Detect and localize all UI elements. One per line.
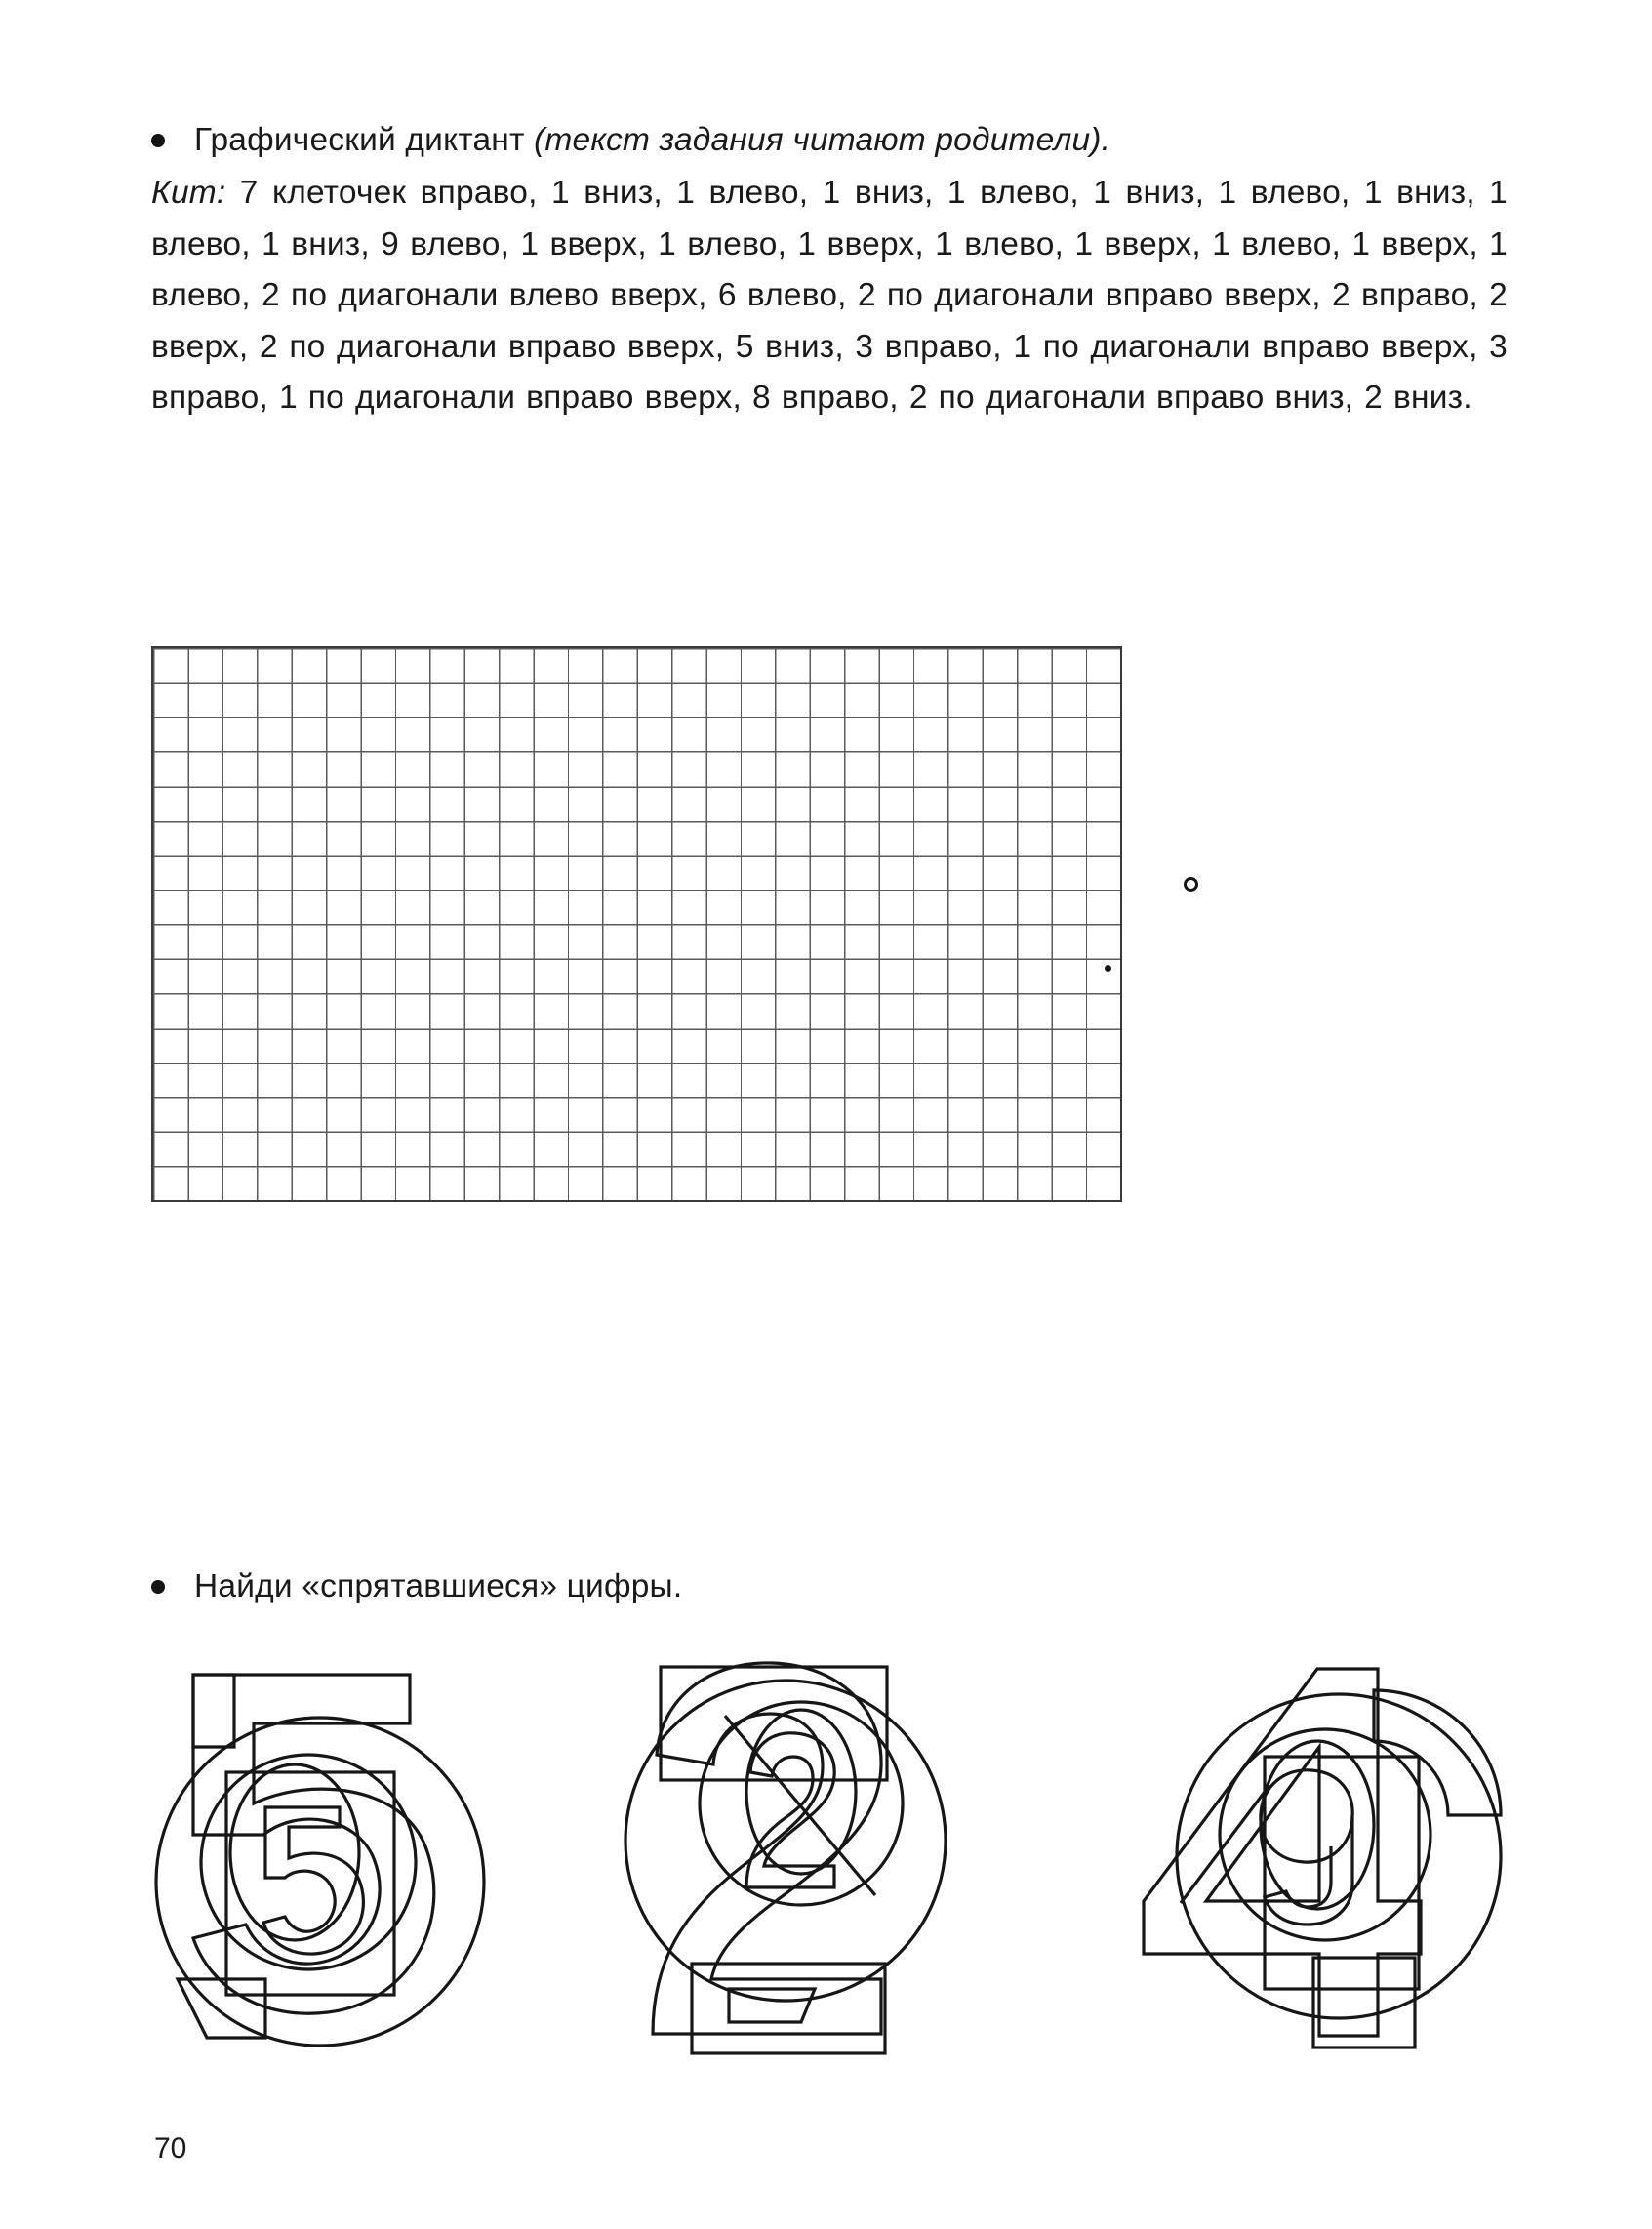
task1-heading-plain: Графический диктант [194,122,535,158]
hidden-digits-figure-2[interactable] [620,1640,1049,2088]
dictation-paragraph [151,168,1508,425]
grid-area [151,646,1122,1202]
reference-dot-marker [1105,965,1111,972]
hidden-digits-figure-3[interactable] [1122,1640,1551,2088]
hidden-digits-figures [117,1640,1551,2098]
start-circle-marker [1184,877,1198,892]
bullet-dot-icon [151,1580,165,1594]
drawing-grid[interactable] [151,646,1122,1202]
task-graphic-dictation [151,115,1508,457]
task2-heading: Найди «спрятавшиеся» цифры. [194,1568,683,1604]
task1-heading-row [151,115,1508,166]
bullet-dot-icon [151,134,165,147]
dictation-lead-label: Кит: [151,175,226,211]
hidden-digits-figure-1[interactable] [117,1640,546,2088]
task1-heading-italic: (текст задания читают родители). [534,122,1111,158]
task2-heading-row [151,1561,1508,1612]
dictation-body: 7 клеточек вправо, 1 вниз, 1 влево, 1 вниз, 1 влево, 1 вниз, 1 влево, 1 вниз, 1 влево, 1 вниз, 9 влево, 1 вверх, 1 влево, 1 вверх, 1 влево, 1 вверх, 1 влево, 1 вверх, 1 влево, 2 по диагонали влево вверх, 6 влево, 2 по диагонали вправо вверх, 2 вправо, 2 вверх, 2 по диагонали вправо вверх, 5 вниз, 3 вправо, 1 по диагонали вправо вверх, 3 вправо, 1 по диагонали вправо вверх, 8 вправо, 2 по диагонали вправо вниз, 2 вниз. [151,175,1508,416]
task-hidden-digits [151,1561,1508,1612]
task1-heading [194,115,1110,166]
page-number: 70 [154,2132,187,2165]
